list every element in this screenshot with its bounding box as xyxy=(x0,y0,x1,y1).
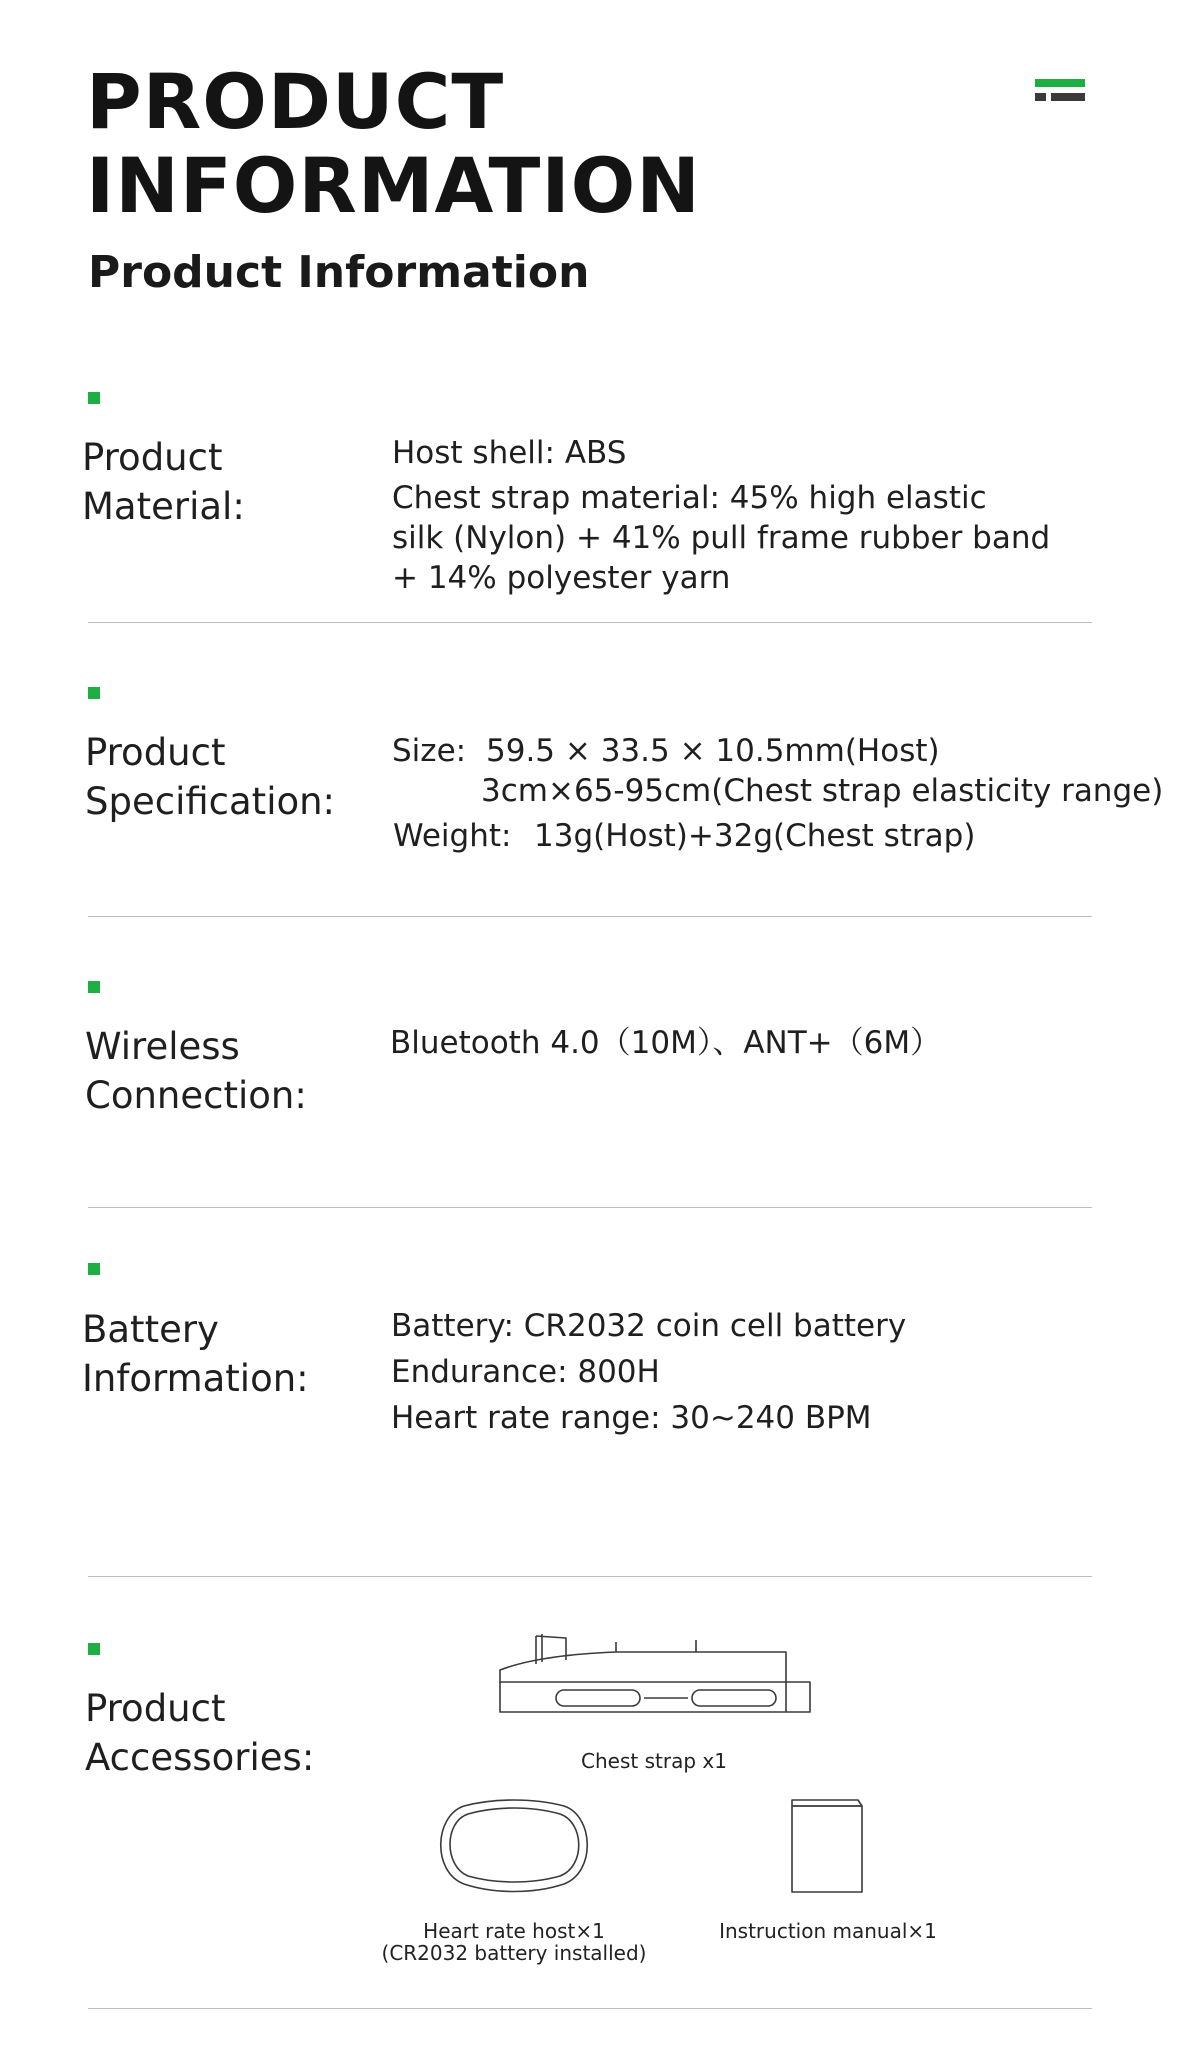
page-subtitle: Product Information xyxy=(88,247,590,298)
heart-rate-host-icon xyxy=(434,1798,594,1894)
divider-1 xyxy=(88,622,1092,623)
material-value xyxy=(392,433,1050,598)
material-label: Product Material: xyxy=(82,436,245,528)
divider-5 xyxy=(88,2008,1092,2009)
chest-strap-icon xyxy=(496,1632,816,1722)
page-title-line-2: INFORMATION xyxy=(86,141,701,230)
size-label: Size: xyxy=(392,733,467,769)
instruction-manual-caption: Instruction manual×1 xyxy=(719,1919,937,1943)
brand-logo-icon xyxy=(1035,79,1085,109)
battery-type-text: Battery: CR2032 coin cell battery xyxy=(391,1308,907,1344)
weight-label: Weight: xyxy=(393,818,512,854)
endurance-text: Endurance: 800H xyxy=(391,1354,660,1390)
divider-2 xyxy=(88,916,1092,917)
host-shell-text: Host shell: ABS xyxy=(392,435,627,471)
wireless-value: Bluetooth 4.0（10M）、ANT+（6M） xyxy=(390,1025,942,1061)
size-host-value: 59.5 × 33.5 × 10.5mm(Host) xyxy=(486,733,940,769)
battery-value xyxy=(391,1306,906,1438)
brand-logo-bar-green xyxy=(1035,79,1085,87)
page-title xyxy=(86,57,701,230)
specification-label: Product Specification: xyxy=(85,731,336,823)
size-strap-value: 3cm×65-95cm(Chest strap elasticity range) xyxy=(481,773,1164,809)
divider-3 xyxy=(88,1207,1092,1208)
heart-rate-range-text: Heart rate range: 30~240 BPM xyxy=(391,1400,872,1436)
section-bullet-battery xyxy=(88,1263,100,1275)
accessories-label: Product Accessories: xyxy=(85,1687,315,1779)
section-bullet-accessories xyxy=(88,1643,100,1655)
instruction-manual-icon xyxy=(788,1796,868,1896)
section-bullet-wireless xyxy=(88,981,100,993)
strap-material-line-2: silk (Nylon) + 41% pull frame rubber band xyxy=(392,520,1051,556)
heart-rate-host-caption: Heart rate host×1 (CR2032 battery installed) xyxy=(381,1919,647,1965)
weight-value: 13g(Host)+32g(Chest strap) xyxy=(534,818,976,854)
strap-material-line-1: Chest strap material: 45% high elastic xyxy=(392,480,987,516)
chest-strap-caption: Chest strap x1 xyxy=(581,1749,727,1773)
strap-material-line-3: + 14% polyester yarn xyxy=(392,560,731,596)
brand-logo-bar-dark-short xyxy=(1035,93,1046,101)
section-bullet-material xyxy=(88,392,100,404)
divider-4 xyxy=(88,1576,1092,1577)
wireless-label: Wireless Connection: xyxy=(85,1025,307,1117)
page-title-line-1: PRODUCT xyxy=(86,57,505,146)
brand-logo-bar-dark-long xyxy=(1051,93,1085,101)
section-bullet-specification xyxy=(88,687,100,699)
battery-label: Battery Information: xyxy=(82,1308,309,1400)
